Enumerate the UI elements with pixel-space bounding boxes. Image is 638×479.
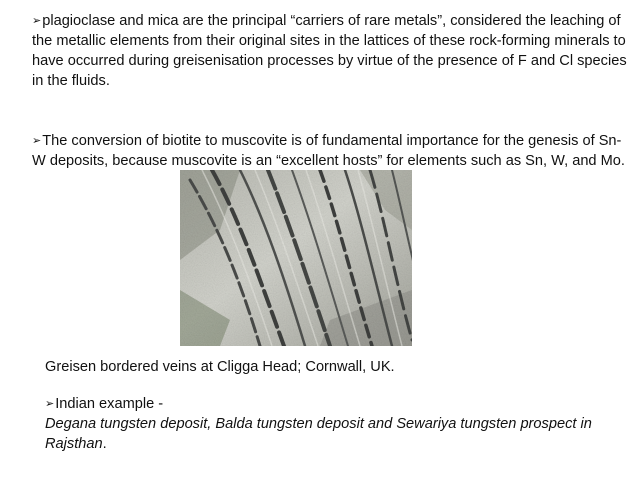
bullet-text-biotite: The conversion of biotite to muscovite is of fundamental importance for the genesis of Sn-W deposits, because muscovite is an “excellent hosts” for elements such as Sn, W, and Mo.: [32, 133, 625, 169]
bullet-text-rare-metals: plagioclase and mica are the principal “carriers of rare metals”, considered the leaching of the metallic elements from their original sites in the lattices of these rock-forming minerals to have occurred during greisenisation processes by virtue of the presence of F and Cl species in the fluids.: [32, 13, 627, 89]
greisen-veins-photo: [180, 170, 412, 346]
bullet-paragraph-rare-metals: [32, 11, 628, 91]
indian-example-deposits: Degana tungsten deposit, Balda tungsten deposit and Sewariya tungsten prospect in Rajsthan: [45, 416, 592, 452]
indian-example-period: .: [102, 436, 107, 452]
indian-example-block: [45, 394, 605, 454]
photo-caption: Greisen bordered veins at Cligga Head; Cornwall, UK.: [45, 359, 395, 375]
arrow-bullet-icon: ➢: [32, 15, 42, 27]
bullet-paragraph-biotite: [32, 131, 628, 171]
arrow-bullet-icon: ➢: [45, 398, 55, 410]
arrow-bullet-icon: ➢: [32, 135, 42, 147]
indian-example-heading: Indian example -: [55, 396, 164, 412]
